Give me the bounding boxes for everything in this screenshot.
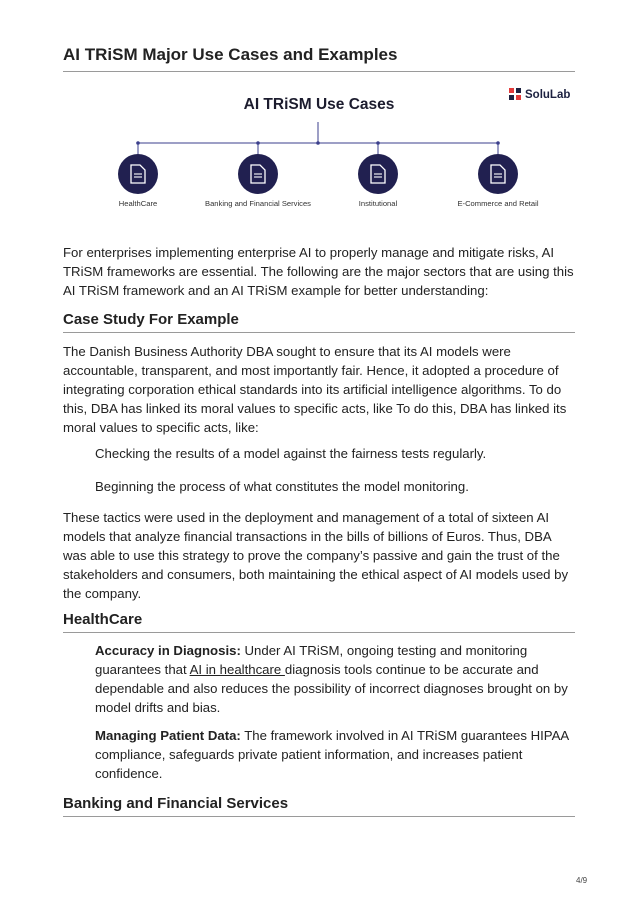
ai-healthcare-link[interactable]: AI in healthcare <box>189 662 285 677</box>
healthcare-heading: HealthCare <box>63 611 575 633</box>
document-icon <box>369 164 387 184</box>
use-case-label: HealthCare <box>118 199 158 208</box>
banking-node <box>238 154 278 194</box>
paragraph-text: The framework involved in AI TRiSM guarantees HIPAA compliance, safeguards private patient information, and increases patient confidence. <box>95 728 569 781</box>
accuracy-paragraph <box>95 641 575 717</box>
use-case-label: Institutional <box>358 199 398 208</box>
ecommerce-node <box>478 154 518 194</box>
use-case-label: E-Commerce and Retail <box>457 199 539 208</box>
case-study-heading: Case Study For Example <box>63 311 575 333</box>
bold-label: Managing Patient Data: <box>95 728 241 743</box>
healthcare-node <box>118 154 158 194</box>
document-icon <box>249 164 267 184</box>
brand-name: SoluLab <box>525 88 571 101</box>
paragraph-text: Under AI TRiSM, ongoing testing and monitoring guarantees that <box>95 643 528 677</box>
diagram-title: AI TRiSM Use Cases <box>243 96 395 113</box>
paragraph-text: diagnosis tools continue to be accurate and dependable and also reduces the possibility of incorrect diagnoses brought on by model drifts and bias. <box>95 662 568 715</box>
list-item: Beginning the process of what constitutes the model monitoring. <box>95 479 469 494</box>
page-title: AI TRiSM Major Use Cases and Examples <box>63 45 575 72</box>
patient-data-paragraph <box>95 726 575 783</box>
use-cases-diagram <box>63 80 575 230</box>
use-case-label: Banking and Financial Services <box>205 199 311 208</box>
case-study-paragraph: These tactics were used in the deployment and management of a total of sixteen AI models that analyze financial transactions in the bills of billions of Euros. Thus, DBA was able to use this strategy to prove the company’s passive and gain the trust of the stakeholders and consumers, both maintaining the ethical aspect of AI models used by the company. <box>63 510 569 601</box>
case-study-paragraph: The Danish Business Authority DBA sought to ensure that its AI models were accountable, transparent, and most importantly fair. Hence, it adopted a procedure of integrating corporation ethical standards into its artificial intelligence algorithms. To do this, DBA has linked its moral values to specific acts, like To do this, DBA has linked its moral values to specific acts, like: <box>63 344 567 435</box>
intro-paragraph: For enterprises implementing enterprise AI to properly manage and mitigate risks, AI TRiSM frameworks are essential. The following are the major sectors that are using this AI TRiSM framework and an AI TRiSM example for better understanding: <box>63 245 574 298</box>
document-icon <box>489 164 507 184</box>
document-icon <box>129 164 147 184</box>
list-item: Checking the results of a model against the fairness tests regularly. <box>95 446 487 461</box>
institutional-node <box>358 154 398 194</box>
page-number: 4/9 <box>576 876 588 885</box>
bold-label: Accuracy in Diagnosis: <box>95 643 241 658</box>
banking-heading: Banking and Financial Services <box>63 795 575 817</box>
